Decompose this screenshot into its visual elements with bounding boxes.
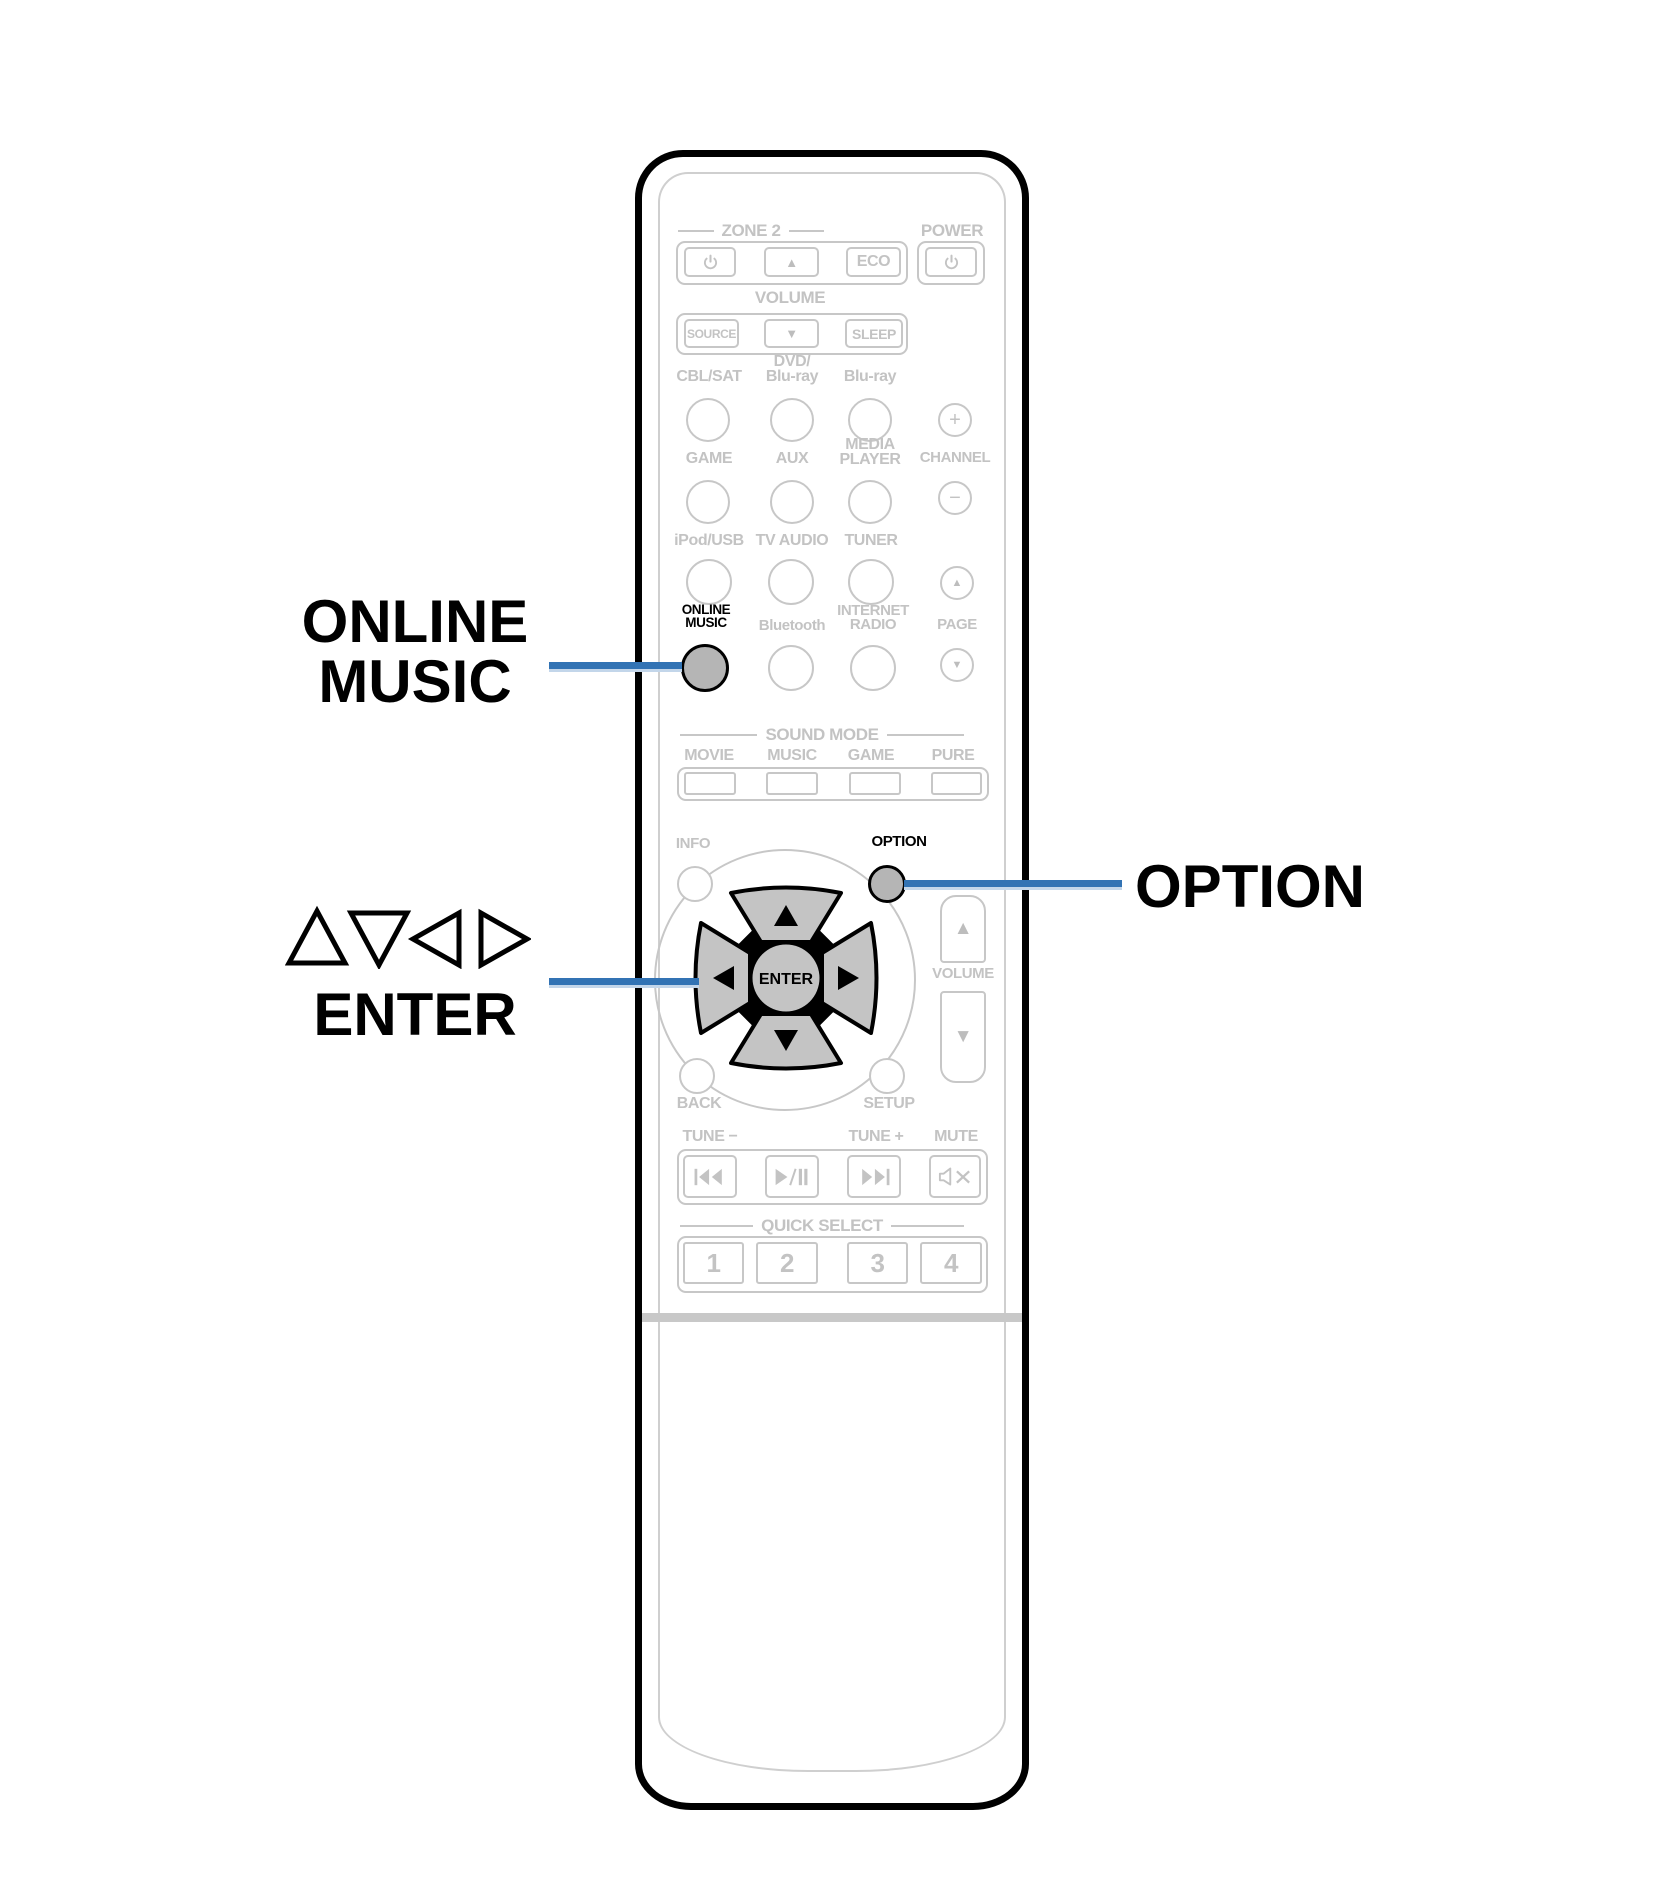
sound-mode-header: [680, 725, 964, 745]
dash-line: [887, 734, 964, 737]
down-triangle-icon: ▼: [953, 1026, 973, 1047]
cursor-pad: [692, 884, 880, 1072]
skip-back-icon: [693, 1167, 727, 1187]
channel-label: CHANNEL: [919, 449, 991, 466]
zone2-power-button[interactable]: [684, 247, 736, 277]
volume-side-label: VOLUME: [932, 965, 994, 982]
dash-line: [789, 230, 825, 233]
option-button-label: OPTION: [871, 833, 927, 850]
aux-button[interactable]: [770, 480, 814, 524]
tuner-button[interactable]: [848, 559, 894, 605]
callout-option: OPTION: [1135, 853, 1366, 920]
aux-label: AUX: [775, 450, 809, 467]
down-triangle-icon: ▼: [951, 659, 963, 671]
channel-up-button[interactable]: [938, 403, 972, 437]
tune-minus-label: TUNE −: [682, 1128, 738, 1145]
dash-line: [678, 230, 714, 233]
back-label: BACK: [676, 1095, 722, 1112]
callout-enter: ENTER: [313, 981, 517, 1048]
sound-mode-header-label: SOUND MODE: [765, 725, 879, 744]
game-button[interactable]: [686, 480, 730, 524]
media-player-button[interactable]: [848, 480, 892, 524]
game-label: GAME: [685, 450, 733, 467]
setup-button[interactable]: [869, 1058, 905, 1094]
remote-lower-divider: [642, 1313, 1022, 1322]
ipod-usb-button[interactable]: [686, 559, 732, 605]
online-music-button[interactable]: [681, 644, 729, 692]
music-button[interactable]: [766, 772, 818, 795]
volume-up-button[interactable]: [940, 895, 986, 963]
dvd-bluray-label: DVD/ Blu-ray: [765, 353, 819, 386]
info-label: INFO: [675, 835, 711, 852]
internet-radio-button[interactable]: [850, 645, 896, 691]
bluetooth-button[interactable]: [768, 645, 814, 691]
cursor-left-button[interactable]: [696, 923, 751, 1033]
volume-top-label: VOLUME: [754, 288, 826, 307]
music-label: MUSIC: [767, 747, 817, 764]
channel-down-button[interactable]: [938, 481, 972, 515]
page-label: PAGE: [937, 616, 977, 633]
dash-line: [680, 1225, 753, 1228]
game-mode-button[interactable]: [849, 772, 901, 795]
zone2-volume-down-button[interactable]: [764, 319, 819, 348]
mute-label: MUTE: [934, 1128, 978, 1145]
down-triangle-icon: ▼: [785, 326, 798, 341]
power-icon: [702, 254, 719, 271]
page-down-button[interactable]: [940, 648, 974, 682]
skip-forward-icon: [857, 1167, 891, 1187]
enter-button-label: ENTER: [758, 971, 814, 988]
main-power-button[interactable]: [925, 247, 977, 277]
cbl-sat-label: CBL/SAT: [676, 368, 742, 385]
play-pause-button[interactable]: [765, 1155, 819, 1198]
cursor-arrows-icon: [285, 905, 531, 969]
enter-button[interactable]: [753, 945, 820, 1012]
tv-audio-button[interactable]: [768, 559, 814, 605]
callout-online-music: ONLINE MUSIC: [301, 588, 529, 715]
up-triangle-icon: ▲: [951, 577, 963, 589]
dvd-bluray-button[interactable]: [770, 398, 814, 442]
internet-radio-label: INTERNET RADIO: [837, 602, 909, 634]
minus-icon: −: [949, 486, 961, 509]
zone2-header-label: ZONE 2: [721, 221, 781, 240]
callout-line-enter: [549, 978, 699, 988]
eco-button[interactable]: ECO: [846, 247, 901, 277]
back-button[interactable]: [679, 1058, 715, 1094]
skip-back-button[interactable]: [683, 1155, 737, 1198]
setup-label: SETUP: [863, 1095, 915, 1112]
game-mode-label: GAME: [847, 747, 895, 764]
tuner-label: TUNER: [844, 532, 898, 549]
zone2-header: [678, 221, 824, 241]
pure-button[interactable]: [931, 772, 982, 795]
tune-plus-label: TUNE +: [848, 1128, 904, 1145]
page-up-button[interactable]: [940, 566, 974, 600]
play-pause-icon: [773, 1167, 811, 1187]
cursor-right-button[interactable]: [822, 923, 877, 1033]
quick-select-4-button[interactable]: 4: [920, 1242, 982, 1284]
callout-line-option: [904, 880, 1122, 890]
cursor-down-button[interactable]: [731, 1014, 841, 1069]
skip-forward-button[interactable]: [847, 1155, 901, 1198]
bluray-label: Blu-ray: [843, 368, 897, 385]
movie-label: MOVIE: [684, 747, 734, 764]
quick-select-3-button[interactable]: 3: [847, 1242, 908, 1284]
ipod-usb-label: iPod/USB: [674, 532, 744, 549]
volume-down-button[interactable]: [940, 991, 986, 1083]
source-button[interactable]: SOURCE: [684, 319, 739, 348]
plus-icon: +: [949, 408, 961, 431]
quick-select-header-label: QUICK SELECT: [761, 1216, 883, 1235]
quick-select-header: [680, 1216, 964, 1236]
pure-label: PURE: [931, 747, 975, 764]
sleep-button[interactable]: SLEEP: [845, 319, 903, 348]
media-player-label: MEDIA PLAYER: [839, 436, 901, 469]
dash-line: [891, 1225, 964, 1228]
online-music-button-label: ONLINE MUSIC: [681, 602, 731, 630]
cbl-sat-button[interactable]: [686, 398, 730, 442]
quick-select-2-button[interactable]: 2: [756, 1242, 818, 1284]
bluetooth-label: Bluetooth: [758, 617, 826, 634]
dash-line: [680, 734, 757, 737]
mute-icon: [938, 1166, 972, 1187]
mute-button[interactable]: [929, 1155, 981, 1198]
zone2-volume-up-button[interactable]: [764, 247, 819, 277]
callout-line-online-music: [549, 662, 682, 672]
power-label: POWER: [920, 221, 984, 240]
quick-select-1-button[interactable]: 1: [683, 1242, 744, 1284]
up-triangle-icon: ▲: [953, 918, 973, 939]
movie-button[interactable]: [684, 772, 736, 795]
up-triangle-icon: ▲: [785, 254, 798, 270]
power-icon: [943, 254, 960, 271]
tv-audio-label: TV AUDIO: [755, 532, 829, 549]
cursor-up-button[interactable]: [731, 888, 841, 943]
